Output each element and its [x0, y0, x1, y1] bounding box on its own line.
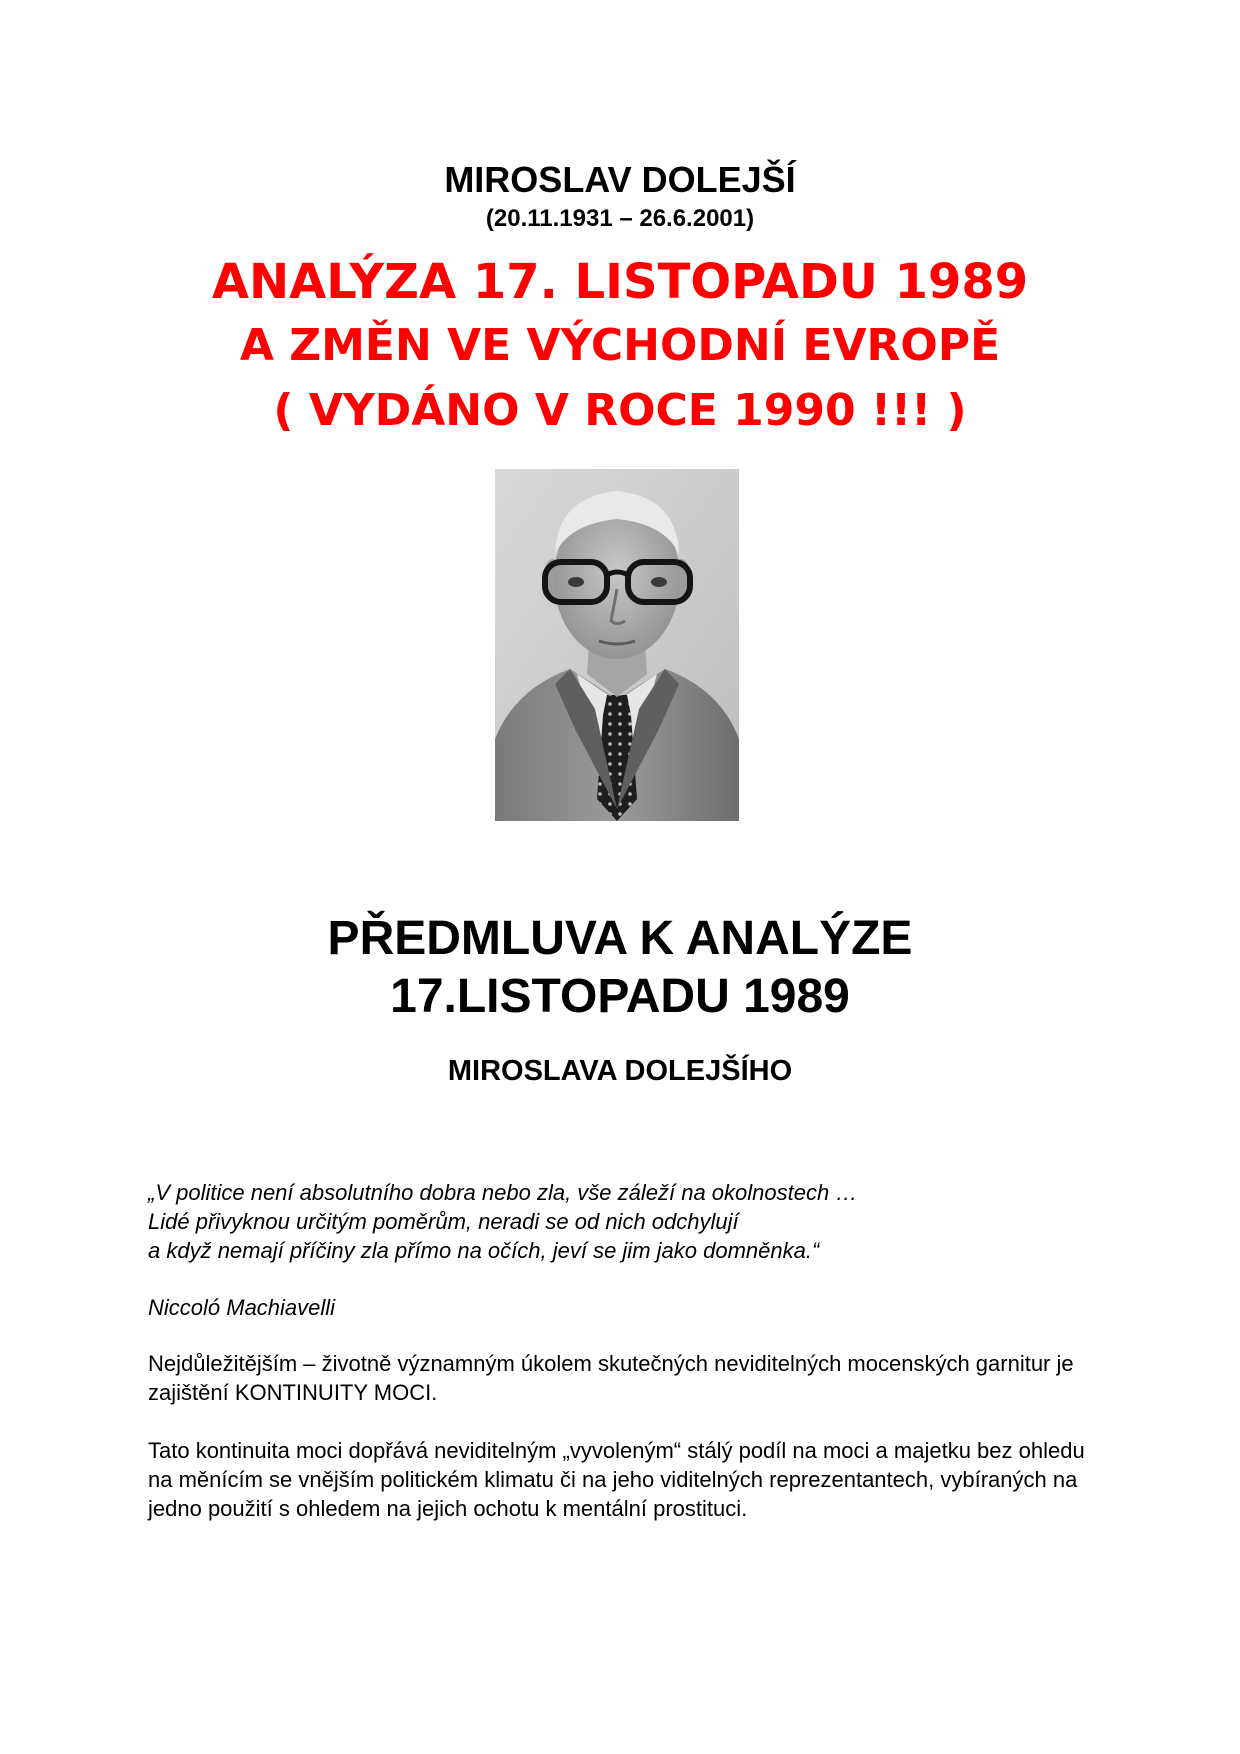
preface-title-line-1: PŘEDMLUVA K ANALÝZE [327, 912, 913, 965]
quote-line: a když nemají příčiny zla přímo na očích, jeví se jim jako domněnka.“ [148, 1238, 820, 1263]
main-title-line-3: ( VYDÁNO V ROCE 1990 !!! ) [273, 385, 967, 436]
main-title-line-2: A ZMĚN VE VÝCHODNÍ EVROPĚ [239, 320, 1001, 371]
author-dates: (20.11.1931 – 26.6.2001) [485, 205, 755, 232]
quote-line: „V politice není absolutního dobra nebo zla, vše záleží na okolnostech … [148, 1180, 858, 1205]
preface-author: MIROSLAVA DOLEJŠÍHO [447, 1055, 793, 1087]
body-paragraph-2: Tato kontinuita moci dopřává neviditelným „vyvoleným“ stálý podíl na moci a majetku bez ohledu na měnícím se vnějším politickém klimatu či na jeho viditelných reprezentantech, vybíraných na jedno použití s ohledem na jejich ochotu k mentální prostituci. [148, 1438, 1085, 1521]
author-name: MIROSLAV DOLEJŠÍ [444, 159, 796, 200]
main-title-line-1: ANALÝZA 17. LISTOPADU 1989 [211, 254, 1029, 310]
body-paragraph-1: Nejdůležitějším – životně významným úkolem skutečných neviditelných mocenských garnitur je zajištění KONTINUITY MOCI. [148, 1351, 1074, 1405]
quote-author: Niccoló Machiavelli [148, 1295, 336, 1320]
quote-line: Lidé přivyknou určitým poměrům, neradi se od nich odchylují [148, 1209, 739, 1234]
portrait-photo [495, 469, 739, 821]
quote [148, 1178, 1108, 1265]
preface-title-line-2: 17.LISTOPADU 1989 [390, 970, 850, 1023]
